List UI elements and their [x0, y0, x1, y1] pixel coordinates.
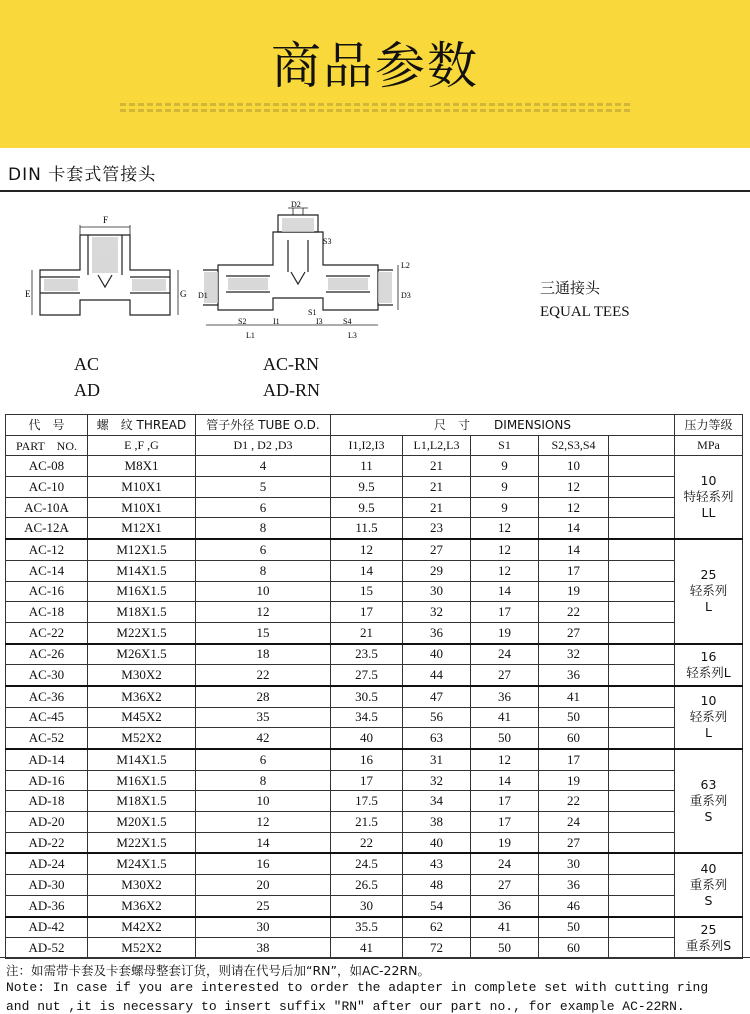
table-row — [6, 707, 743, 728]
cell-thread: M16X1.5 — [88, 581, 196, 602]
cell-part: AD-14 — [6, 749, 88, 770]
cell-s1: 50 — [471, 938, 539, 959]
cell-l: 31 — [403, 749, 471, 770]
cell-l: 44 — [403, 665, 471, 686]
cell-part: AC-52 — [6, 728, 88, 749]
cell-blank — [609, 895, 675, 916]
cell-s1: 50 — [471, 728, 539, 749]
section-divider — [0, 190, 750, 192]
label-g: G — [180, 289, 187, 299]
cell-part: AD-52 — [6, 938, 88, 959]
cell-tube: 35 — [196, 707, 331, 728]
pressure-class-line: S — [704, 809, 713, 825]
table-row — [6, 749, 743, 770]
cell-blank — [609, 917, 675, 938]
cell-part: AC-36 — [6, 686, 88, 707]
pressure-class-cell — [675, 539, 743, 643]
pressure-class-line: 25 — [700, 921, 717, 937]
cell-blank — [609, 938, 675, 959]
model-ac-rn: AC-RN — [263, 354, 320, 374]
cell-l: 34 — [403, 791, 471, 812]
cell-thread: M30X2 — [88, 875, 196, 896]
cell-l: 21 — [403, 456, 471, 477]
pressure-class-line: 轻系列L — [686, 664, 731, 680]
table-row — [6, 539, 743, 560]
cell-i: 17 — [331, 770, 403, 791]
description-en: EQUAL TEES — [540, 304, 630, 320]
header-part: 代 号 — [6, 415, 88, 436]
cell-s2: 12 — [539, 477, 609, 498]
cell-thread: M42X2 — [88, 917, 196, 938]
pressure-class-line: 重系列 — [689, 793, 728, 809]
cell-thread: M36X2 — [88, 895, 196, 916]
note-en-line1: Note: In case if you are interested to order the adapter in complete set with cutting ring — [6, 980, 709, 995]
model-ac: AC — [74, 354, 100, 374]
tee-drawing-ac-rn — [198, 200, 418, 345]
banner-watermark-lines — [120, 100, 630, 118]
cell-i: 27.5 — [331, 665, 403, 686]
cell-i: 11.5 — [331, 518, 403, 539]
cell-l: 48 — [403, 875, 471, 896]
cell-part: AD-42 — [6, 917, 88, 938]
table-row — [6, 518, 743, 539]
cell-i: 26.5 — [331, 875, 403, 896]
cell-i: 14 — [331, 560, 403, 581]
cell-tube: 28 — [196, 686, 331, 707]
cell-s1: 9 — [471, 456, 539, 477]
pressure-class-line: LL — [701, 505, 716, 521]
cell-s2: 60 — [539, 938, 609, 959]
cell-blank — [609, 644, 675, 665]
table-row — [6, 832, 743, 853]
cell-tube: 4 — [196, 456, 331, 477]
cell-i: 15 — [331, 581, 403, 602]
pressure-class-cell — [675, 644, 743, 686]
cell-part: AC-10A — [6, 497, 88, 518]
table-row — [6, 497, 743, 518]
note-cn: 注：如需带卡套及卡套螺母整套订货，则请在代号后加“RN”，如AC-22RN。 — [6, 963, 431, 978]
cell-thread: M14X1.5 — [88, 749, 196, 770]
model-ad: AD — [74, 380, 100, 400]
cell-i: 40 — [331, 728, 403, 749]
header-s2: S2,S3,S4 — [539, 435, 609, 456]
cell-thread: M20X1.5 — [88, 812, 196, 833]
cell-tube: 12 — [196, 602, 331, 623]
label-l2: L2 — [401, 261, 410, 270]
cell-i: 9.5 — [331, 477, 403, 498]
cell-i: 22 — [331, 832, 403, 853]
cell-l: 40 — [403, 644, 471, 665]
description-cn: 三通接头 — [540, 279, 601, 297]
cell-i: 41 — [331, 938, 403, 959]
cell-s2: 36 — [539, 665, 609, 686]
label-f: F — [103, 215, 109, 225]
header-l: L1,L2,L3 — [403, 435, 471, 456]
cell-part: AD-30 — [6, 875, 88, 896]
cell-blank — [609, 518, 675, 539]
cell-l: 27 — [403, 539, 471, 560]
cell-thread: M16X1.5 — [88, 770, 196, 791]
cell-tube: 16 — [196, 853, 331, 874]
cell-thread: M22X1.5 — [88, 622, 196, 643]
table-row — [6, 560, 743, 581]
table-row — [6, 917, 743, 938]
label-i1: I1 — [273, 317, 280, 326]
cell-s1: 17 — [471, 602, 539, 623]
cell-s2: 27 — [539, 622, 609, 643]
cell-l: 30 — [403, 581, 471, 602]
cell-part: AD-22 — [6, 832, 88, 853]
cell-part: AD-18 — [6, 791, 88, 812]
cell-blank — [609, 812, 675, 833]
cell-thread: M18X1.5 — [88, 791, 196, 812]
pressure-class-line: 重系列S — [685, 937, 732, 953]
table-row — [6, 853, 743, 874]
label-s4: S4 — [343, 317, 352, 326]
label-s1: S1 — [308, 308, 317, 317]
cell-s1: 19 — [471, 622, 539, 643]
cell-s1: 36 — [471, 686, 539, 707]
cell-part: AD-24 — [6, 853, 88, 874]
cell-blank — [609, 749, 675, 770]
table-row — [6, 456, 743, 477]
cell-blank — [609, 622, 675, 643]
pressure-class-line: 10 — [700, 473, 717, 489]
cell-thread: M8X1 — [88, 456, 196, 477]
title-banner — [0, 0, 750, 148]
cell-s2: 19 — [539, 581, 609, 602]
table-row — [6, 728, 743, 749]
cell-s1: 12 — [471, 749, 539, 770]
cell-thread: M30X2 — [88, 665, 196, 686]
pressure-class-line: L — [705, 599, 712, 615]
header-dimensions: 尺 寸 DIMENSIONS — [331, 415, 675, 436]
cell-thread: M52X2 — [88, 938, 196, 959]
cell-s1: 36 — [471, 895, 539, 916]
cell-s2: 10 — [539, 456, 609, 477]
cell-tube: 10 — [196, 581, 331, 602]
label-l1: L1 — [246, 331, 255, 340]
label-s2: S2 — [238, 317, 247, 326]
cell-part: AC-10 — [6, 477, 88, 498]
cell-s1: 9 — [471, 477, 539, 498]
pressure-class-line: 10 — [700, 693, 717, 709]
cell-s1: 12 — [471, 518, 539, 539]
label-d1: D1 — [198, 291, 208, 300]
cell-s1: 27 — [471, 665, 539, 686]
cell-thread: M24X1.5 — [88, 853, 196, 874]
cell-l: 56 — [403, 707, 471, 728]
table-row — [6, 938, 743, 959]
label-d2: D2 — [291, 200, 301, 209]
cell-s2: 41 — [539, 686, 609, 707]
cell-part: AC-16 — [6, 581, 88, 602]
pressure-class-line: 特轻系列 — [683, 489, 734, 505]
cell-i: 12 — [331, 539, 403, 560]
cell-s1: 12 — [471, 539, 539, 560]
cell-i: 21.5 — [331, 812, 403, 833]
cell-part: AC-12A — [6, 518, 88, 539]
label-i3: I3 — [316, 317, 323, 326]
cell-thread: M10X1 — [88, 477, 196, 498]
notes-section — [0, 957, 750, 1014]
table-row — [6, 791, 743, 812]
cell-part: AC-18 — [6, 602, 88, 623]
cell-s2: 22 — [539, 602, 609, 623]
cell-i: 34.5 — [331, 707, 403, 728]
spec-table — [5, 414, 743, 959]
cell-tube: 18 — [196, 644, 331, 665]
header-s1: S1 — [471, 435, 539, 456]
header-mpa: MPa — [675, 435, 743, 456]
cell-l: 32 — [403, 770, 471, 791]
cell-l: 72 — [403, 938, 471, 959]
cell-s2: 50 — [539, 707, 609, 728]
cell-tube: 14 — [196, 832, 331, 853]
cell-l: 29 — [403, 560, 471, 581]
cell-s1: 14 — [471, 770, 539, 791]
table-row — [6, 895, 743, 916]
cell-tube: 22 — [196, 665, 331, 686]
cell-tube: 5 — [196, 477, 331, 498]
cell-i: 30 — [331, 895, 403, 916]
cell-tube: 12 — [196, 812, 331, 833]
cell-s1: 24 — [471, 644, 539, 665]
pressure-class-cell — [675, 917, 743, 959]
cell-s2: 19 — [539, 770, 609, 791]
banner-title: 商品参数 — [271, 37, 479, 95]
cell-i: 17.5 — [331, 791, 403, 812]
label-s3: S3 — [323, 237, 332, 246]
cell-blank — [609, 853, 675, 874]
cell-l: 40 — [403, 832, 471, 853]
cell-s2: 14 — [539, 518, 609, 539]
cell-l: 43 — [403, 853, 471, 874]
cell-blank — [609, 539, 675, 560]
pressure-class-line: 40 — [700, 860, 717, 876]
cell-blank — [609, 791, 675, 812]
cell-s1: 9 — [471, 497, 539, 518]
cell-thread: M22X1.5 — [88, 832, 196, 853]
cell-s1: 17 — [471, 812, 539, 833]
header-pressure: 压力等级 — [675, 415, 743, 436]
cell-tube: 15 — [196, 622, 331, 643]
pressure-class-line: 16 — [700, 648, 717, 664]
cell-s2: 12 — [539, 497, 609, 518]
cell-thread: M18X1.5 — [88, 602, 196, 623]
cell-part: AC-08 — [6, 456, 88, 477]
cell-s2: 14 — [539, 539, 609, 560]
pressure-class-line: L — [705, 725, 712, 741]
label-e: E — [25, 289, 31, 299]
cell-part: AD-20 — [6, 812, 88, 833]
label-l3: L3 — [348, 331, 357, 340]
pressure-class-cell — [675, 749, 743, 853]
cell-l: 32 — [403, 602, 471, 623]
pressure-class-cell — [675, 686, 743, 749]
pressure-class-line: 25 — [700, 567, 717, 583]
cell-blank — [609, 728, 675, 749]
cell-part: AC-14 — [6, 560, 88, 581]
cell-part: AC-45 — [6, 707, 88, 728]
cell-tube: 10 — [196, 791, 331, 812]
table-row — [6, 581, 743, 602]
table-row — [6, 812, 743, 833]
cell-i: 11 — [331, 456, 403, 477]
cell-part: AD-16 — [6, 770, 88, 791]
cell-part: AC-12 — [6, 539, 88, 560]
cell-blank — [609, 832, 675, 853]
header-i: I1,I2,I3 — [331, 435, 403, 456]
cell-blank — [609, 497, 675, 518]
section-title: DIN 卡套式管接头 — [8, 165, 157, 185]
cell-s2: 30 — [539, 853, 609, 874]
cell-s1: 41 — [471, 707, 539, 728]
cell-s2: 22 — [539, 791, 609, 812]
cell-blank — [609, 560, 675, 581]
cell-tube: 8 — [196, 518, 331, 539]
table-row — [6, 875, 743, 896]
cell-part: AC-22 — [6, 622, 88, 643]
cell-l: 21 — [403, 477, 471, 498]
table-row — [6, 622, 743, 643]
cell-s1: 27 — [471, 875, 539, 896]
cell-blank — [609, 875, 675, 896]
cell-s2: 36 — [539, 875, 609, 896]
cell-s1: 12 — [471, 560, 539, 581]
cell-thread: M36X2 — [88, 686, 196, 707]
cell-thread: M45X2 — [88, 707, 196, 728]
cell-s2: 46 — [539, 895, 609, 916]
cell-i: 24.5 — [331, 853, 403, 874]
header-tube: 管子外径 TUBE O.D. — [196, 415, 331, 436]
cell-tube: 30 — [196, 917, 331, 938]
cell-blank — [609, 707, 675, 728]
cell-i: 35.5 — [331, 917, 403, 938]
cell-l: 47 — [403, 686, 471, 707]
cell-thread: M12X1.5 — [88, 539, 196, 560]
table-body — [6, 456, 743, 959]
cell-tube: 38 — [196, 938, 331, 959]
cell-s1: 17 — [471, 791, 539, 812]
cell-s2: 17 — [539, 749, 609, 770]
model-ad-rn: AD-RN — [263, 380, 320, 400]
cell-blank — [609, 581, 675, 602]
cell-s1: 19 — [471, 832, 539, 853]
cell-s1: 41 — [471, 917, 539, 938]
cell-blank — [609, 770, 675, 791]
cell-tube: 42 — [196, 728, 331, 749]
cell-l: 36 — [403, 622, 471, 643]
header-thread-efg: E ,F ,G — [88, 435, 196, 456]
header-thread: 螺 纹 THREAD — [88, 415, 196, 436]
cell-s2: 27 — [539, 832, 609, 853]
cell-blank — [609, 665, 675, 686]
cell-i: 17 — [331, 602, 403, 623]
cell-i: 16 — [331, 749, 403, 770]
table-row — [6, 644, 743, 665]
pressure-class-cell — [675, 853, 743, 916]
pressure-class-line: 重系列 — [689, 876, 728, 892]
pressure-class-line: 63 — [700, 777, 717, 793]
pressure-class-cell — [675, 456, 743, 539]
tee-drawing-ac — [20, 205, 190, 345]
cell-i: 21 — [331, 622, 403, 643]
cell-part: AC-30 — [6, 665, 88, 686]
cell-thread: M52X2 — [88, 728, 196, 749]
cell-tube: 6 — [196, 749, 331, 770]
cell-part: AD-36 — [6, 895, 88, 916]
cell-tube: 25 — [196, 895, 331, 916]
table-header-row-1 — [6, 415, 743, 436]
table-row — [6, 686, 743, 707]
cell-l: 21 — [403, 497, 471, 518]
cell-thread: M10X1 — [88, 497, 196, 518]
table-header-row-2 — [6, 435, 743, 456]
cell-s2: 17 — [539, 560, 609, 581]
cell-s2: 24 — [539, 812, 609, 833]
cell-s2: 60 — [539, 728, 609, 749]
cell-thread: M26X1.5 — [88, 644, 196, 665]
cell-tube: 6 — [196, 497, 331, 518]
cell-s1: 14 — [471, 581, 539, 602]
cell-l: 62 — [403, 917, 471, 938]
table-row — [6, 770, 743, 791]
cell-tube: 8 — [196, 770, 331, 791]
cell-i: 23.5 — [331, 644, 403, 665]
table-row — [6, 665, 743, 686]
header-part-no: PART NO. — [6, 435, 88, 456]
table-row — [6, 602, 743, 623]
cell-blank — [609, 477, 675, 498]
cell-blank — [609, 686, 675, 707]
pressure-class-line: S — [704, 892, 713, 908]
cell-i: 9.5 — [331, 497, 403, 518]
cell-blank — [609, 456, 675, 477]
cell-s2: 50 — [539, 917, 609, 938]
cell-tube: 8 — [196, 560, 331, 581]
cell-l: 23 — [403, 518, 471, 539]
cell-s1: 24 — [471, 853, 539, 874]
header-tube-d: D1 , D2 ,D3 — [196, 435, 331, 456]
cell-part: AC-26 — [6, 644, 88, 665]
note-en-line2: and nut ,it is necessary to insert suffix "RN" after our part no., for example AC-22RN. — [6, 999, 685, 1014]
cell-l: 63 — [403, 728, 471, 749]
cell-l: 54 — [403, 895, 471, 916]
cell-thread: M14X1.5 — [88, 560, 196, 581]
label-d3: D3 — [401, 291, 411, 300]
cell-thread: M12X1 — [88, 518, 196, 539]
cell-s2: 32 — [539, 644, 609, 665]
pressure-class-line: 轻系列 — [689, 583, 728, 599]
cell-blank — [609, 602, 675, 623]
cell-tube: 6 — [196, 539, 331, 560]
table-row — [6, 477, 743, 498]
header-blank — [609, 435, 675, 456]
cell-i: 30.5 — [331, 686, 403, 707]
pressure-class-line: 轻系列 — [689, 709, 728, 725]
cell-tube: 20 — [196, 875, 331, 896]
cell-l: 38 — [403, 812, 471, 833]
